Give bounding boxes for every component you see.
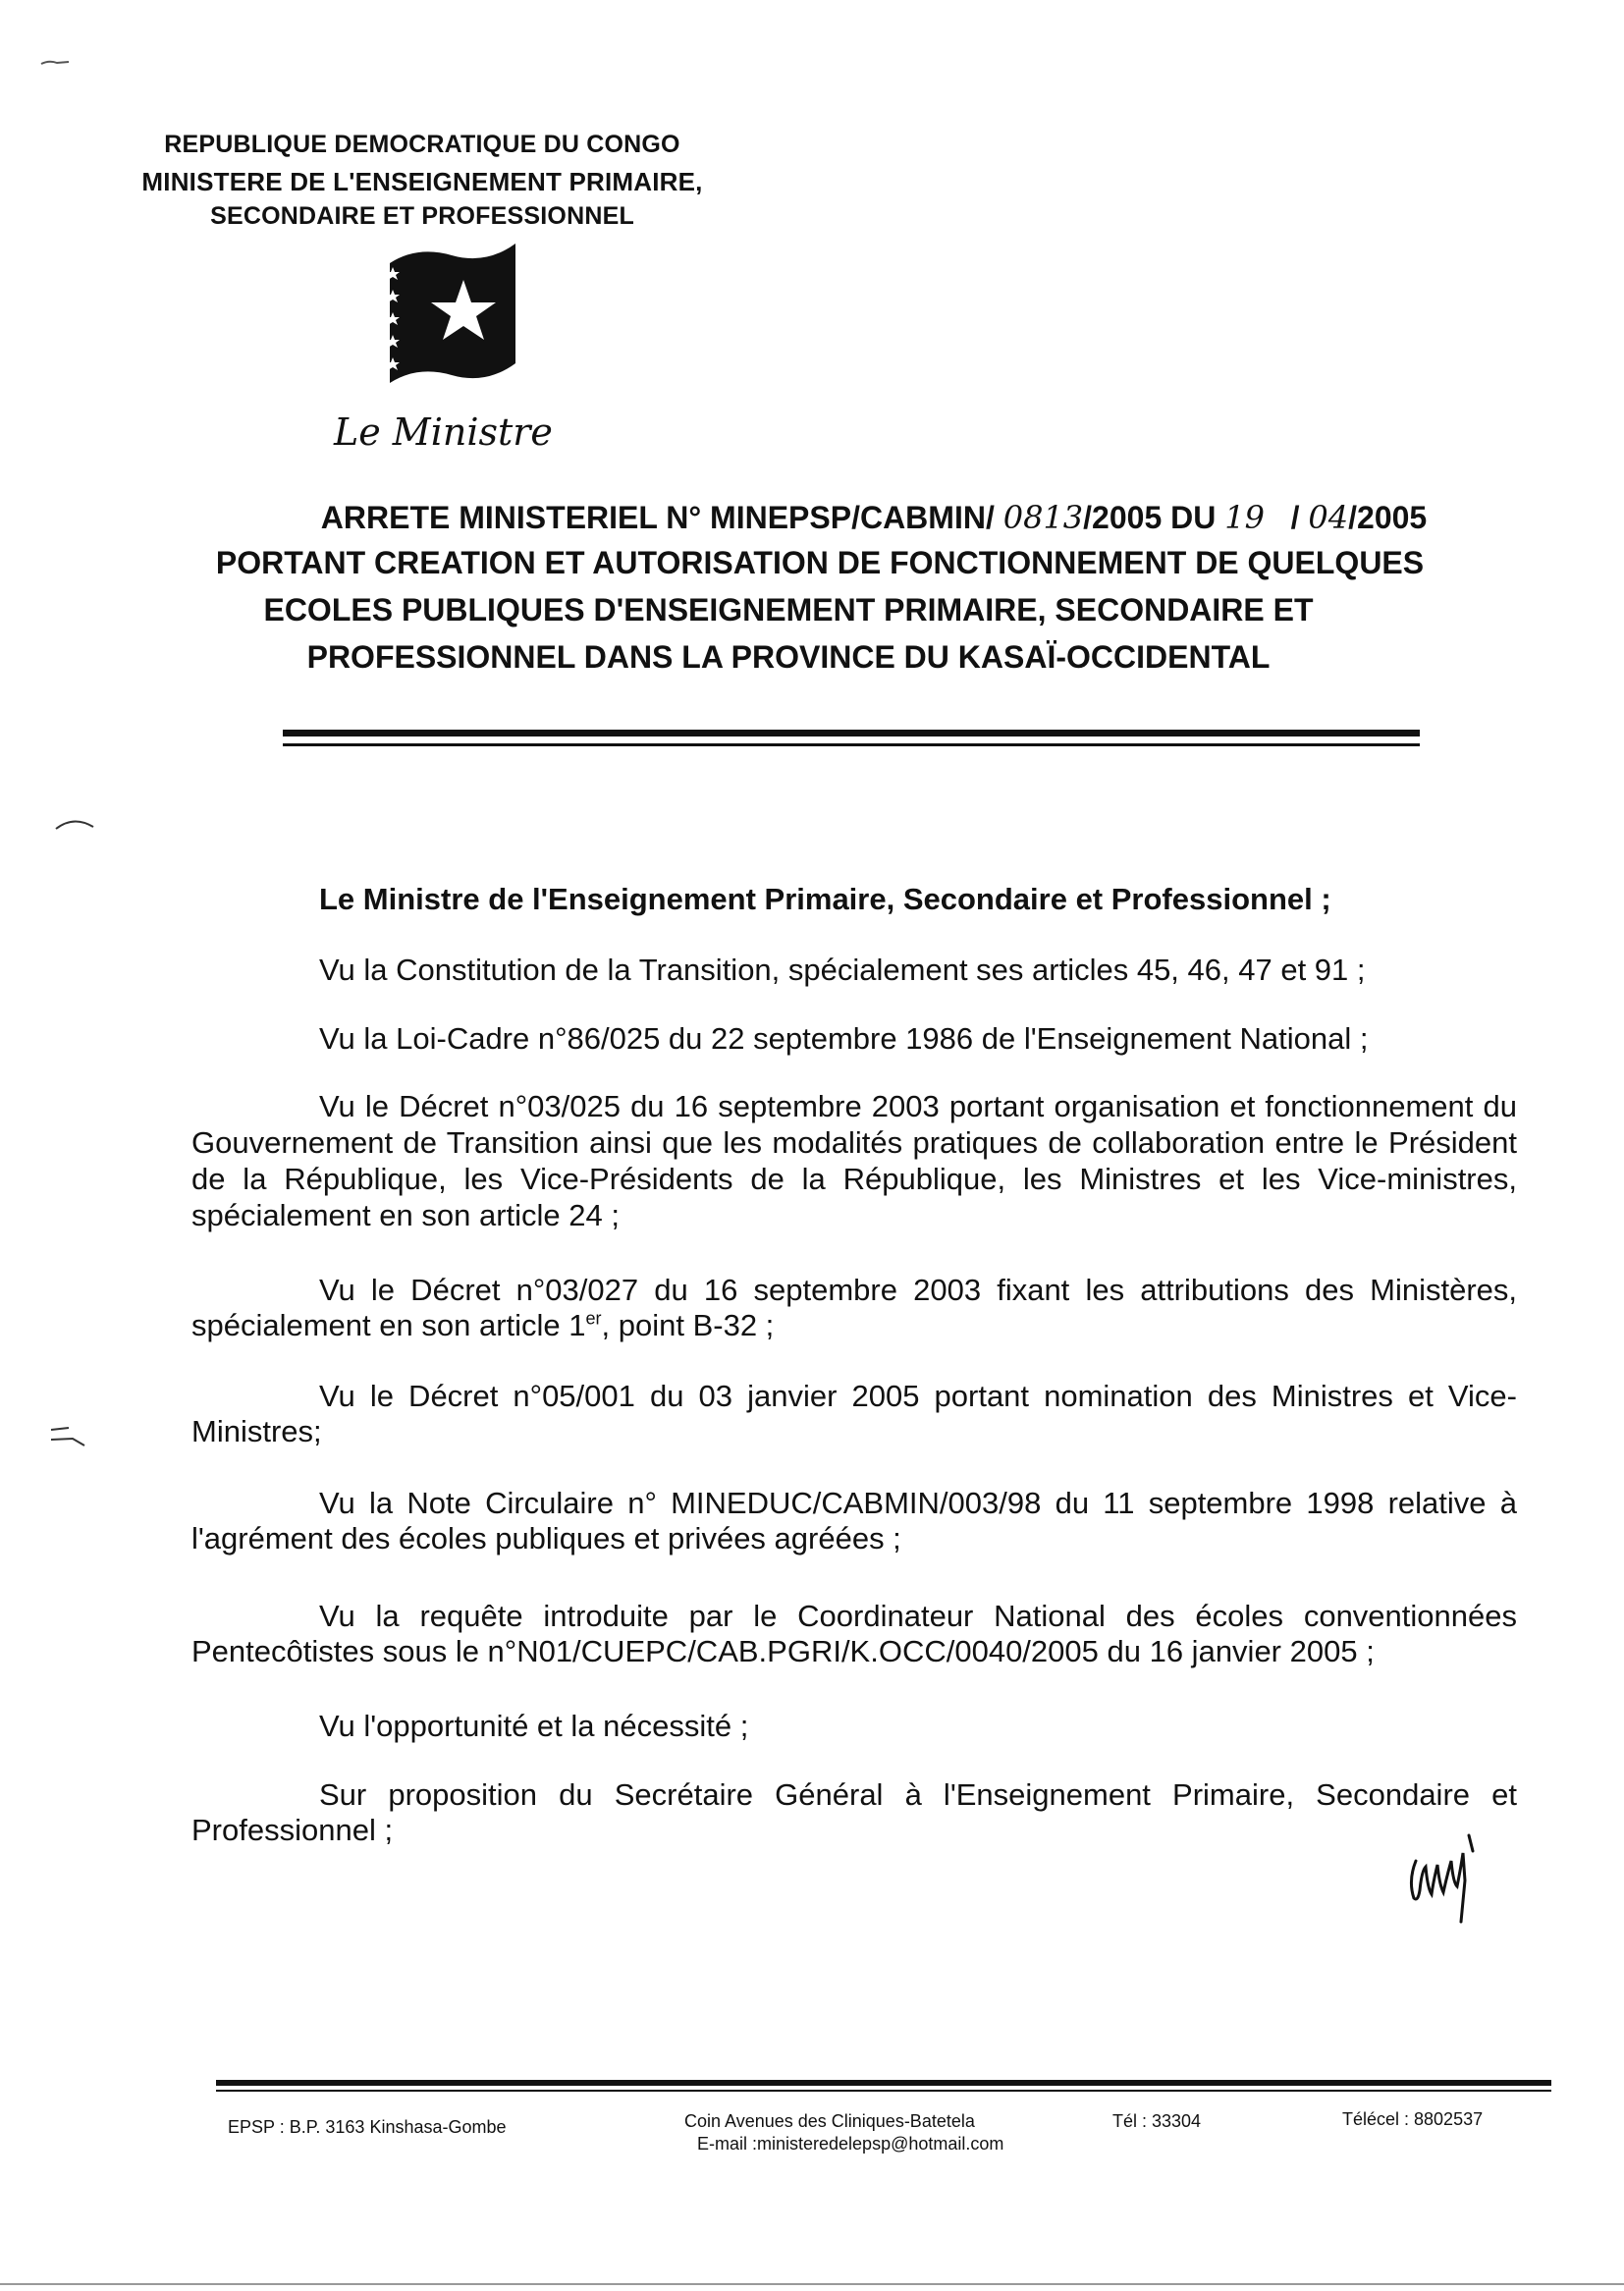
arrete-day-handwritten: 19 bbox=[1224, 499, 1265, 536]
footer-telecel: Télécel : 8802537 bbox=[1342, 2109, 1484, 2129]
title-line-4: PROFESSIONNEL DANS LA PROVINCE DU KASAÏ-OCCIDENTAL bbox=[306, 639, 1271, 675]
arrete-title bbox=[201, 499, 1546, 536]
arrete-month-handwritten: 04 bbox=[1308, 499, 1349, 536]
visa-decret-03-027-end: , point B-32 ; bbox=[601, 1308, 775, 1342]
ministry-name: MINISTERE DE L'ENSEIGNEMENT PRIMAIRE, bbox=[141, 167, 703, 196]
minister-preamble: Le Ministre de l'Enseignement Primaire, Secondaire et Professionnel ; bbox=[319, 882, 1331, 916]
visa-loi-cadre: Vu la Loi-Cadre n°86/025 du 22 septembre 1986 de l'Enseignement National ; bbox=[319, 1021, 1369, 1056]
scan-mark bbox=[47, 1422, 96, 1451]
le-ministre-heading: Le Ministre bbox=[334, 410, 553, 454]
arrete-number-handwritten: 0813 bbox=[1002, 499, 1084, 536]
visa-decret-03-027-sup: er bbox=[585, 1308, 602, 1329]
visa-decret-05-001: Vu le Décret n°05/001 du 03 janvier 2005 portant nomination des Ministres et Vice-Ministres; bbox=[191, 1379, 1517, 1448]
arrete-sep: / bbox=[1290, 500, 1300, 535]
arrete-year: /2005 bbox=[1348, 500, 1428, 535]
visa-note-circulaire: Vu la Note Circulaire n° MINEDUC/CABMIN/003/98 du 11 septembre 1998 relative à l'agrément des écoles publiques et privées agréées ; bbox=[191, 1486, 1517, 1555]
footer-rule-thick bbox=[216, 2080, 1551, 2086]
footer-coin: Coin Avenues des Cliniques-Batetela bbox=[684, 2111, 975, 2131]
ministry-name-cont: SECONDAIRE ET PROFESSIONNEL bbox=[210, 202, 634, 230]
drc-flag-emblem bbox=[378, 236, 525, 393]
scan-edge bbox=[0, 2283, 1624, 2285]
visa-decret-03-027-text: Vu le Décret n°03/027 du 16 septembre 2003 fixant les attributions des Ministères, spécialement en son article 1 bbox=[191, 1273, 1517, 1342]
arrete-mid: /2005 DU bbox=[1083, 500, 1217, 535]
footer-email: E-mail :ministeredelepsp@hotmail.com bbox=[697, 2134, 1004, 2154]
title-line-3: ECOLES PUBLIQUES D'ENSEIGNEMENT PRIMAIRE, SECONDAIRE ET bbox=[263, 592, 1314, 627]
republic-name: REPUBLIQUE DEMOCRATIQUE DU CONGO bbox=[164, 131, 680, 158]
sur-proposition: Sur proposition du Secrétaire Général à l'Enseignement Primaire, Secondaire et Professionnel ; bbox=[191, 1777, 1517, 1847]
visa-decret-03-027 bbox=[191, 1273, 1517, 1343]
visa-requete: Vu la requête introduite par le Coordinateur National des écoles conventionnées Pentecôtistes sous le n°N01/CUEPC/CAB.PGRI/K.OCC/0040/2005 du 16 janvier 2005 ; bbox=[191, 1599, 1517, 1668]
visa-decret-03-025: Vu le Décret n°03/025 du 16 septembre 2003 portant organisation et fonctionnement du Gouvernement de Transition ainsi que les modalités pratiques de collaboration entre le Président de la République, les Vice-Présidents de la République, les Ministres et les Vice-ministres, spécialement en son article 24 ; bbox=[191, 1089, 1517, 1232]
footer-tel: Tél : 33304 bbox=[1112, 2111, 1202, 2131]
title-line-2: PORTANT CREATION ET AUTORISATION DE FONCTIONNEMENT DE QUELQUES bbox=[215, 545, 1425, 580]
visa-opportunite: Vu l'opportunité et la nécessité ; bbox=[319, 1709, 749, 1743]
title-rule-thin bbox=[283, 743, 1420, 746]
handwritten-initials bbox=[1404, 1831, 1492, 1930]
scan-mark bbox=[54, 813, 103, 838]
scan-mark bbox=[39, 54, 79, 74]
title-rule-thick bbox=[283, 730, 1420, 736]
footer-rule-thin bbox=[216, 2090, 1551, 2092]
arrete-prefix: ARRETE MINISTERIEL N° MINEPSP/CABMIN/ bbox=[320, 500, 995, 535]
visa-constitution: Vu la Constitution de la Transition, spécialement ses articles 45, 46, 47 et 91 ; bbox=[319, 953, 1366, 987]
footer-address: EPSP : B.P. 3163 Kinshasa-Gombe bbox=[228, 2117, 507, 2137]
